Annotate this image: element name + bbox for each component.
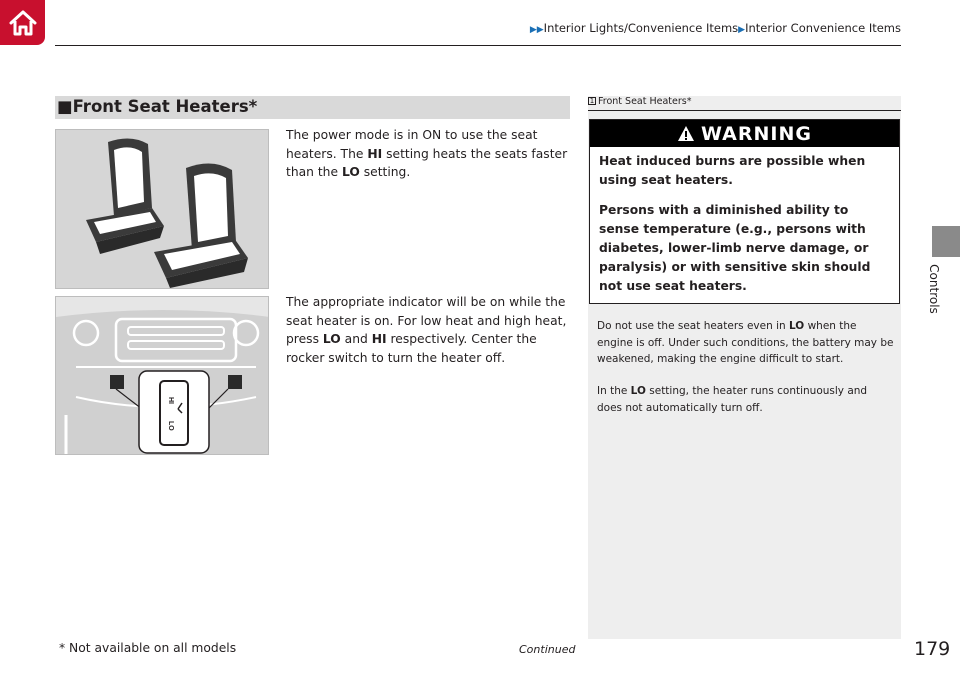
switch-label-lo: LO: [167, 421, 174, 431]
section-title: ■Front Seat Heaters*: [57, 97, 258, 116]
continued-label[interactable]: Continued: [519, 643, 576, 656]
intro-paragraph: The power mode is in ON to use the seat heaters. The HI setting heats the seats faster than the LO setting.: [286, 128, 568, 179]
warning-box: [589, 119, 900, 304]
warning-header: [590, 120, 899, 147]
breadcrumb-item[interactable]: Interior Convenience Items: [745, 21, 901, 35]
breadcrumb-arrow-icon: ▶: [738, 25, 746, 35]
reference-icon: 1: [589, 97, 595, 105]
sidebar-note-lo-setting: In the LO setting, the heater runs continuously and does not automatically turn off.: [597, 385, 868, 414]
warning-title: WARNING: [701, 122, 812, 145]
breadcrumb-arrow-icon: ▶▶: [529, 25, 544, 35]
breadcrumb-item[interactable]: Interior Lights/Convenience Items: [543, 21, 739, 35]
warning-text-1: Heat induced burns are possible when using seat heaters.: [599, 154, 866, 187]
chapter-tab-label[interactable]: Controls: [927, 264, 941, 314]
warning-icon: [677, 125, 695, 143]
sidebar-note-engine-off: Do not use the seat heaters even in LO when the engine is off. Under such conditions, the battery may be weakened, making the engine difficult to start.: [597, 320, 894, 365]
front-seats-illustration: [55, 129, 269, 289]
home-button[interactable]: [0, 0, 45, 45]
chapter-tab-marker[interactable]: [932, 226, 960, 257]
warning-text-2: Persons with a diminished ability to sense temperature (e.g., persons with diabetes, lower-limb nerve damage, or paralysis) or with sensitive skin should not use seat heaters.: [599, 203, 871, 293]
footnote: * Not available on all models: [59, 641, 237, 655]
indicator-paragraph: The appropriate indicator will be on while the seat heater is on. For low heat and high heat, press LO and HI respectively. Center the rocker switch to turn the heater off.: [286, 295, 567, 365]
home-icon: [8, 9, 38, 37]
switch-label-hi: HI: [167, 397, 174, 404]
seat-heater-switch-illustration: [55, 296, 269, 455]
breadcrumb: [530, 21, 901, 35]
page-number: 179: [914, 638, 951, 660]
sidebar-rule: [588, 110, 901, 111]
header-rule: [55, 45, 901, 46]
